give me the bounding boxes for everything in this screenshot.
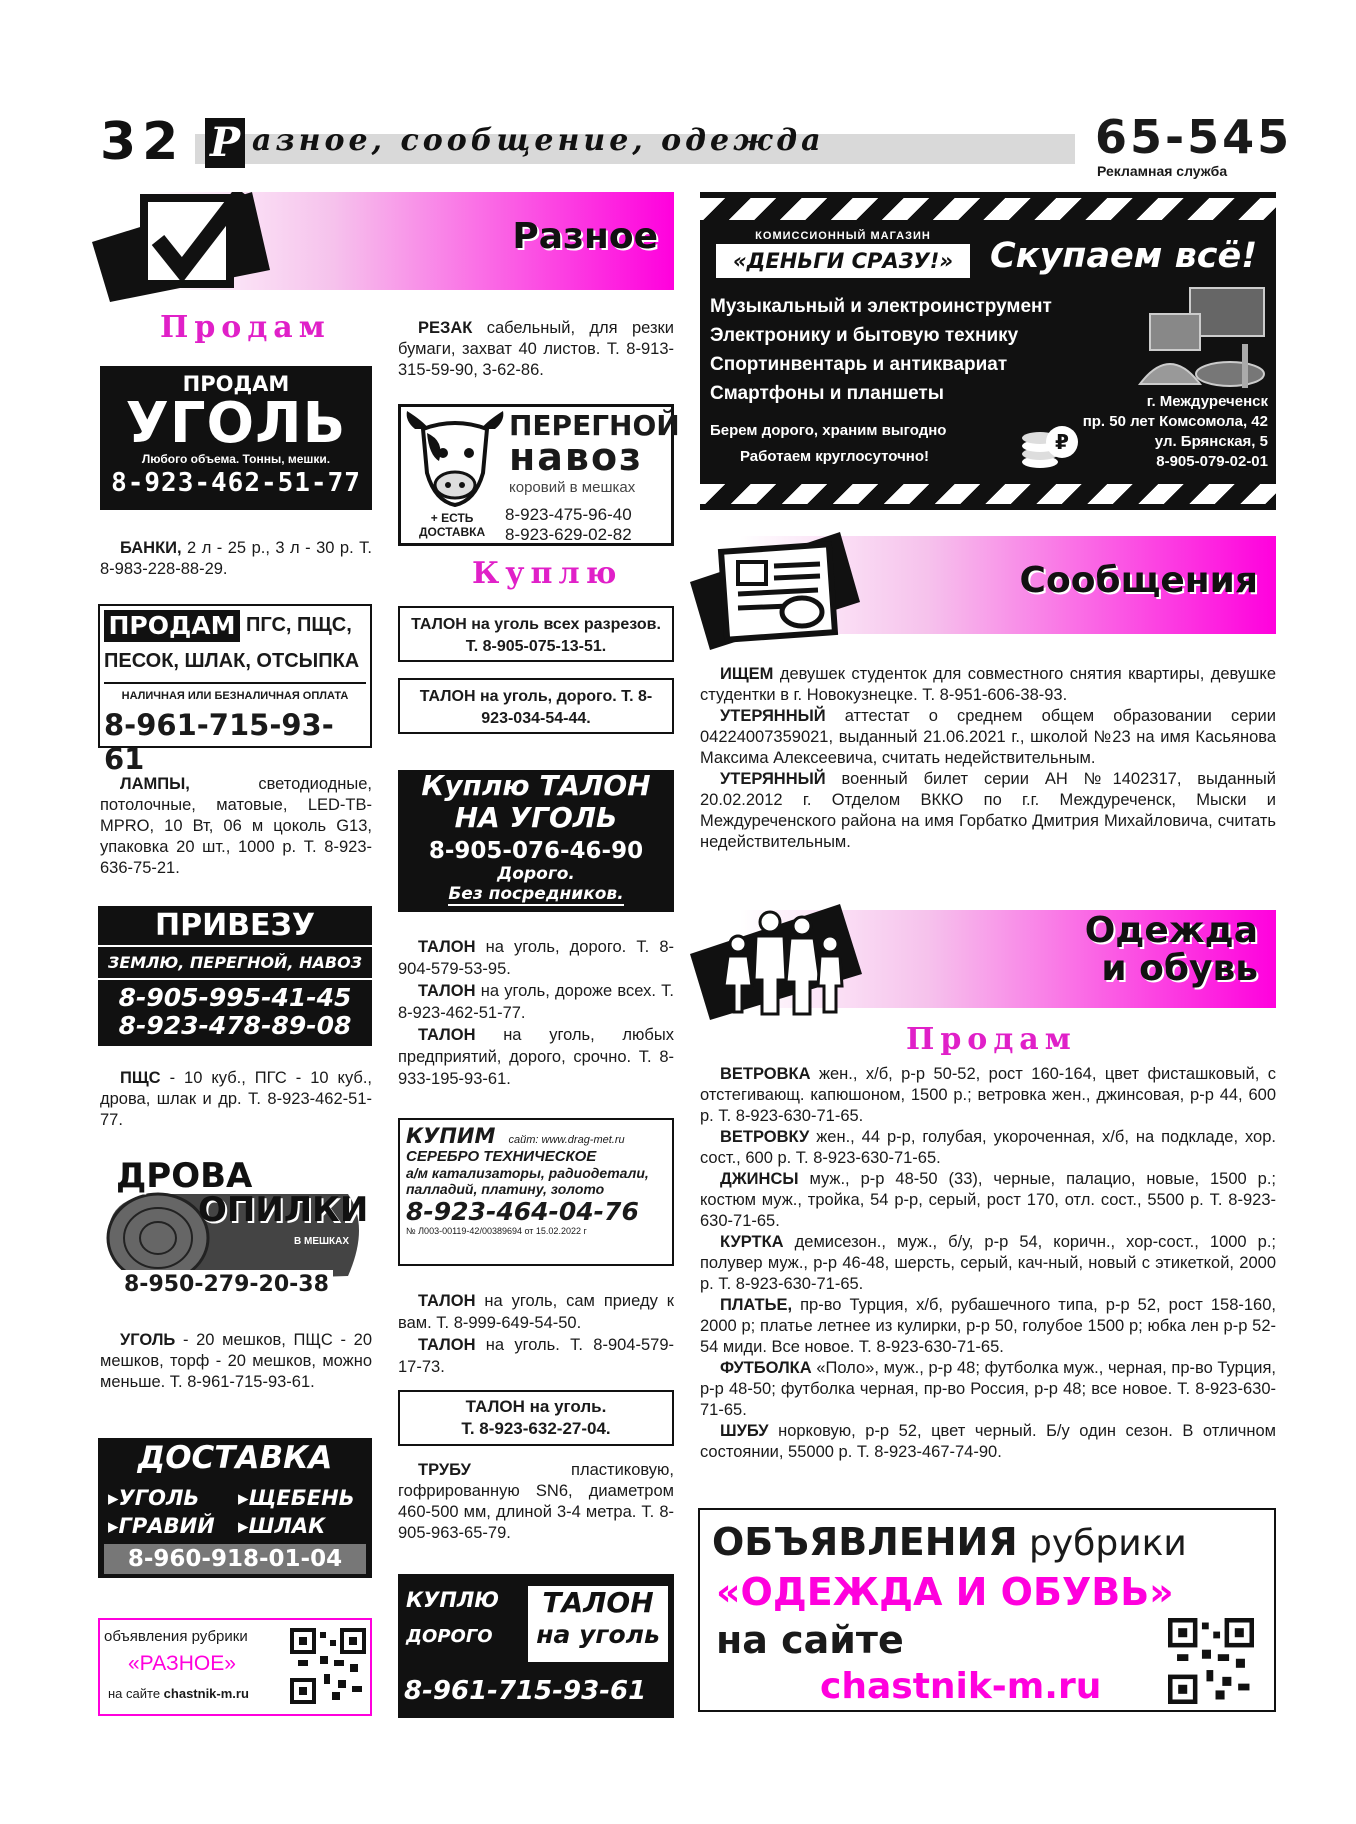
ad-dostavka-i4: ▸ШЛАК [238,1514,326,1538]
ad-odezhda-site-l1: ОБЪЯВЛЕНИЯ рубрики [712,1520,1187,1564]
ad-pgs-pay: НАЛИЧНАЯ ИЛИ БЕЗНАЛИЧНАЯ ОПЛАТА [104,682,366,702]
msg-3: УТЕРЯННЫЙ военный билет серии АН №1402317, выданный 20.02.2012 г. Отделом ВККО по г.г. Междуреченск, Мыски и Междуреченского района на имя Горбатко Дмитрия Михайловича, считать недействительным. [700,770,1276,851]
ad-pgs-line2: ПЕСОК, ШЛАК, ОТСЫПКА [104,650,360,672]
msg-2: УТЕРЯННЫЙ аттестат о среднем общем образовании серии 04224007359021, выданный 21.06.2021 г., школой №23 на имя Касьянова Максима Алексеевича, считать недействительным. [700,707,1276,767]
ad-kuplyu2-k: КУПЛЮ [406,1588,500,1612]
ad-rezak: РЕЗАК сабельный, для резки бумаги, захват 40 листов. Т. 8-913-315-59-90, 3-62-86. [398,319,674,379]
ad-raznoe-site-line3: на сайте chastnik-m.ru [108,1686,249,1701]
ad-pshs: ПЩС - 10 куб., ПГС - 10 куб., дрова, шлак и др. Т. 8-923-462-51-77. [100,1069,372,1129]
ad-kuplyu2-box [528,1586,668,1662]
ad-peregnoy-l3: коровий в мешках [509,479,636,496]
ad-talon3: ТАЛОН на уголь, дорого. Т. 8-904-579-53-95. [398,938,674,978]
ad-pgs-line1: ПГС, ПЩС, [246,614,352,636]
stripe-bottom [700,484,1276,504]
ad-pgs-phone: 8-961-715-93-61 [104,708,334,776]
ad-kuplyu2-t2: на уголь [536,1620,660,1649]
ad-kupim-phone: 8-923-464-04-76 [406,1197,639,1226]
ad-kupim-l1: СЕРЕБРО ТЕХНИЧЕСКОЕ [406,1148,597,1165]
ad-drova-line2: ОПИЛКИ [198,1190,369,1230]
clothes-2: ВЕТРОВКУ жен., 44 р-р, голубая, укороченная, х/б, на подкладе, хор. сост., 600 р. Т. 8-923-630-71-65. [700,1128,1276,1167]
ad-kuplyu2-t1: ТАЛОН [542,1586,654,1619]
ad-talon2: ТАЛОН на уголь, дорого. Т. 8-923-034-54-44. [398,678,674,734]
ad-ugol-phone: 8-923-462-51-77 [111,468,361,498]
ad-raznoe-site-line1: объявления рубрики [104,1628,248,1645]
ad-kuplyu-talon-l2: НА УГОЛЬ [454,801,618,834]
ad-privezu-title: ПРИВЕЗУ [154,908,315,943]
clothes-3: ДЖИНСЫ муж., р-р 48-50 (33), черные, палацио, новые, 1500 р.; костюм муж., тройка, 54 р-р, серый, рост 170, отл. сост., 5500 р. Т. 8-923-630-71-65. [700,1170,1276,1230]
ad-dengi-slogan: Скупаем всё! [990,236,1258,276]
ad-odezhda-site-l3: на сайте [716,1618,904,1662]
cow-icon [405,411,505,507]
ad-talon-list2 [398,1290,674,1378]
ad-ugol-big: УГОЛЬ [125,391,347,456]
ad-trubu: ТРУБУ пластиковую, гофрированную SN6, диаметром 460-500 мм, длиной 3-4 метра. Т. 8-905-963-65-79. [398,1461,674,1542]
goods-icon [1130,284,1270,394]
ad-talon-list [398,936,674,1090]
header-phone-sub: Рекламная служба [1097,163,1228,179]
ad-dostavka-title: ДОСТАВКА [137,1440,333,1476]
ad-privezu [98,906,372,1046]
ad-pgs-prodam: ПРОДАМ [104,610,240,642]
ad-talon1: ТАЛОН на уголь всех разрезов. Т. 8-905-075-13-51. [398,606,674,662]
ad-kuplyu-talon-d1: Дорого. [497,864,575,884]
ad-odezhda-site [698,1508,1276,1712]
document-icon [690,532,860,650]
ad-pgs [98,604,372,776]
ad-banki: БАНКИ, 2 л - 25 р., 3 л - 30 р. Т. 8-983-228-88-29. [100,539,372,578]
ad-kupim-site: сайт: www.drag-met.ru [508,1134,625,1146]
label-kuplyu: Куплю [472,556,623,591]
ad-lampy: ЛАМПЫ, светодиодные, потолочные, матовые, LED-TB-MPRO, 10 Вт, 06 м цоколь G13, упаковка 20 шт., 1000 р. Т. 8-923-636-75-21. [100,775,372,877]
label-prodam-odezhda: Продам [906,1022,1077,1057]
qr-code-icon [290,1628,366,1704]
ad-drova-line1: ДРОВА [116,1156,253,1196]
ad-privezu-phone1: 8-905-995-41-45 [118,983,352,1012]
ad-dostavka-i3: ▸ГРАВИЙ [108,1514,215,1538]
ad-kupim [398,1118,674,1266]
ad-talon7: ТАЛОН на уголь. Т. 8-904-579-17-73. [398,1336,674,1376]
ad-dostavka-i1: ▸УГОЛЬ [108,1486,200,1510]
ad-peregnoy [398,404,680,546]
clothes-5: ПЛАТЬЕ, пр-во Турция, х/б, рубашечного типа, р-р 52, рост 158-160, 2000 р; платье летнее из кулирки, р-р 50, голубое 1500 р; юбка лен р-р 52-54 миди. Все новое. Т. 8-923-630-71-65. [700,1296,1276,1356]
ad-dengi [700,192,1276,510]
ad-dostavka-i2: ▸ЩЕБЕНЬ [238,1486,355,1510]
ad-kuplyu2 [398,1574,674,1718]
ad-peregnoy-l2: навоз [509,435,644,479]
header-initial: Р [205,118,245,168]
ad-kupim-l2: а/м катализаторы, радиодетали, [406,1165,649,1181]
label-prodam: Продам [160,310,331,345]
ad-dostavka [98,1438,372,1578]
ad-dengi-small: КОМИССИОННЫЙ МАГАЗИН [755,230,931,242]
ad-kuplyu-talon-phone: 8-905-076-46-90 [428,838,644,864]
clothes-6: ФУТБОЛКА «Поло», муж., р-р 48; футболка муж., черная, пр-во Турция, р-р 48-50; футболка черная, пр-во Россия, р-р 48; все новое. Т. 8-923-630-71-65. [700,1359,1276,1419]
ad-peregnoy-delivery: + ЕСТЬ ДОСТАВКА [419,511,486,539]
clothes-list [700,1064,1276,1463]
ad-dostavka-phone: 8-960-918-01-04 [104,1544,366,1574]
ad-dengi-b2: Работаем круглосуточно! [740,448,930,465]
ad-kuplyu-talon-l1: Куплю ТАЛОН [421,769,651,802]
stripe-top [700,198,1276,220]
ad-talon6: ТАЛОН на уголь, сам приеду к вам. Т. 8-999-649-54-50. [398,1292,674,1332]
checkbox-icon [92,192,270,302]
ad-talon8-l1: ТАЛОН на уголь. [465,1397,607,1416]
family-icon [690,904,870,1020]
section-title-odezhda-l2: и обувь [1101,947,1258,989]
ad-kupim-lic: № Л003-00119-42/00389694 от 15.02.2022 г [406,1226,587,1236]
ad-kupim-l3: палладий, платину, золото [406,1181,605,1197]
ad-drova [98,1156,372,1306]
ad-talon4: ТАЛОН на уголь, дороже всех. Т. 8-923-462-51-77. [398,982,674,1022]
ad-kuplyu2-d: ДОРОГО [406,1626,493,1647]
messages-list [700,664,1276,853]
ad-talon8 [398,1390,674,1446]
clothes-4: КУРТКА демисезон., муж., б/у, р-р 54, коричн., хор-сост., 1000 р.; полувер муж., р-р 46-48, шерсть, серый, кач-ный, новый с этикеткой, 2000 р. Т. 8-923-630-71-65. [700,1233,1276,1293]
header-phone: 65-545 [1095,110,1293,164]
section-title-soobshcheniya: Сообщения [1019,560,1258,601]
ad-dengi-list: Музыкальный и электроинструмент Электронику и бытовую технику Спортинвентарь и антиквариат Смартфоны и планшеты [710,296,1052,404]
page-number: 32 [100,112,185,172]
ad-dengi-address: г. Междуреченск пр. 50 лет Комсомола, 42 ул. Брянская, 5 8-905-079-02-01 [1082,393,1268,470]
ad-ugol2: УГОЛЬ - 20 мешков, ПЩС - 20 мешков, торф - 20 мешков, можно меньше. Т. 8-961-715-93-61. [100,1331,372,1391]
ad-drova-small: В МЕШКАХ [294,1236,350,1247]
msg-1: ИЩЕМ девушек студенток для совместного снятия квартиры, девушке студентки в г. Новокузнецке. Т. 8-951-606-38-93. [700,665,1276,704]
ad-talon8-l2: Т. 8-923-632-27-04. [461,1419,611,1438]
ad-peregnoy-l1: ПЕРЕГНОЙ [509,409,680,442]
clothes-1: ВЕТРОВКА жен., х/б, р-р 50-52, рост 160-164, цвет фисташковый, с отстегивающ. капюшоном, 1500 р.; ветровка жен., джинсовая, р-р 44, 600 р. Т. 8-923-630-71-65. [700,1065,1276,1125]
ad-peregnoy-phones: 8-923-475-96-40 8-923-629-02-82 [505,505,632,544]
ad-privezu-line: ЗЕМЛЮ, ПЕРЕГНОЙ, НАВОЗ [107,953,363,972]
svg-text:₽: ₽ [1055,430,1069,454]
page-title: азное, сообщение, одежда [252,123,825,158]
section-title-odezhda-l1: Одежда [1084,910,1258,951]
section-title-odezhda [960,912,1258,988]
ad-kuplyu2-phone: 8-961-715-93-61 [404,1676,647,1706]
ad-drova-phone: 8-950-279-20-38 [120,1270,333,1299]
ad-kuplyu-talon-d2: Без посредников. [448,884,624,904]
ad-privezu-phone2: 8-923-478-89-08 [118,1011,352,1040]
ad-ugol-sub: Любого объема. Тонны, мешки. [141,452,331,466]
clothes-7: ШУБУ норковую, р-р 52, цвет черный. Б/у один сезон. В отличном состоянии, 55000 р. Т. 8-923-467-74-90. [700,1422,1276,1461]
ad-ugol [100,366,372,510]
ad-dengi-b1: Берем дорого, храним выгодно [710,422,947,439]
ad-kupim-title: КУПИМ [406,1124,496,1148]
ad-raznoe-site-line2: «РАЗНОЕ» [128,1652,236,1675]
ad-kuplyu-talon [398,770,674,912]
qr-code-icon [1168,1618,1254,1704]
ad-ugol-top: ПРОДАМ [182,372,290,396]
ad-dengi-name: «ДЕНЬГИ СРАЗУ!» [716,244,970,278]
ad-raznoe-site [98,1618,372,1716]
ad-talon5: ТАЛОН на уголь, любых предприятий, дорого, срочно. Т. 8-933-195-93-61. [398,1026,674,1088]
ad-odezhda-site-l2: «ОДЕЖДА И ОБУВЬ» [716,1570,1174,1614]
section-title-raznoe: Разное [512,216,658,257]
ad-odezhda-site-l4: chastnik-m.ru [820,1666,1102,1707]
